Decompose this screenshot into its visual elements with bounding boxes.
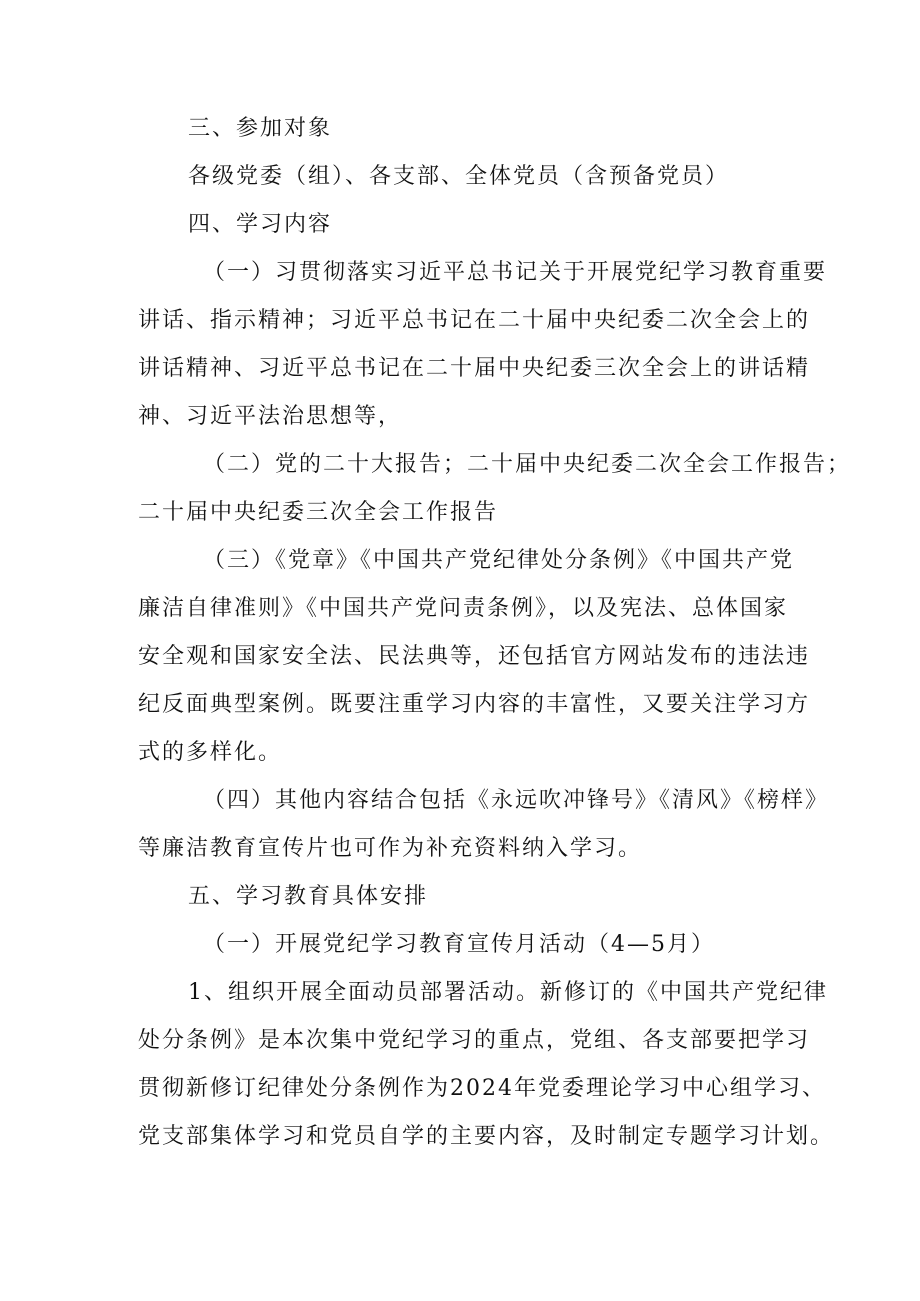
- paragraph-line: （一）习贯彻落实习近平总书记关于开展党纪学习教育重要: [203, 260, 828, 285]
- paragraph-line: （四）其他内容结合包括《永远吹冲锋号》《清风》《榜样》: [203, 788, 830, 813]
- heading-participants: 三、参加对象: [188, 116, 333, 141]
- paragraph-line: 纪反面典型案例。既要注重学习内容的丰富性，又要关注学习方: [138, 692, 811, 717]
- heading-arrangements: 五、学习教育具体安排: [188, 884, 429, 909]
- paragraph-line: 贯彻新修订纪律处分条例作为2024年党委理论学习中心组学习、: [138, 1076, 826, 1101]
- paragraph-line: 式的多样化。: [138, 740, 283, 765]
- paragraph-line: 神、习近平法治思想等，: [138, 404, 403, 429]
- paragraph-line: 讲话、指示精神；习近平总书记在二十届中央纪委二次全会上的: [138, 308, 811, 333]
- paragraph-line: （三）《党章》《中国共产党纪律处分条例》《中国共产党: [203, 548, 795, 573]
- paragraph-line: 安全观和国家安全法、民法典等，还包括官方网站发布的违法违: [138, 644, 811, 669]
- paragraph-line: 处分条例》是本次集中党纪学习的重点，党组、各支部要把学习: [138, 1028, 811, 1053]
- paragraph-line: 1、组织开展全面动员部署活动。新修订的《中国共产党纪律: [188, 980, 828, 1005]
- heading-learning-content: 四、学习内容: [188, 212, 333, 237]
- paragraph-line: 廉洁自律准则》《中国共产党问责条例》，以及宪法、总体国家: [138, 596, 789, 621]
- paragraph-line: 党支部集体学习和党员自学的主要内容，及时制定专题学习计划。: [138, 1124, 835, 1149]
- paragraph-line: 各级党委（组）、各支部、全体党员（含预备党员）: [188, 164, 730, 189]
- paragraph-line: 讲话精神、习近平总书记在二十届中央纪委三次全会上的讲话精: [138, 356, 811, 381]
- paragraph-line: 等廉洁教育宣传片也可作为补充资料纳入学习。: [138, 836, 643, 861]
- paragraph-line: 二十届中央纪委三次全会工作报告: [138, 500, 499, 525]
- paragraph-line: （二）党的二十大报告；二十届中央纪委二次全会工作报告；: [203, 452, 852, 477]
- subheading-publicity-month: （一）开展党纪学习教育宣传月活动（4—5月）: [203, 932, 715, 957]
